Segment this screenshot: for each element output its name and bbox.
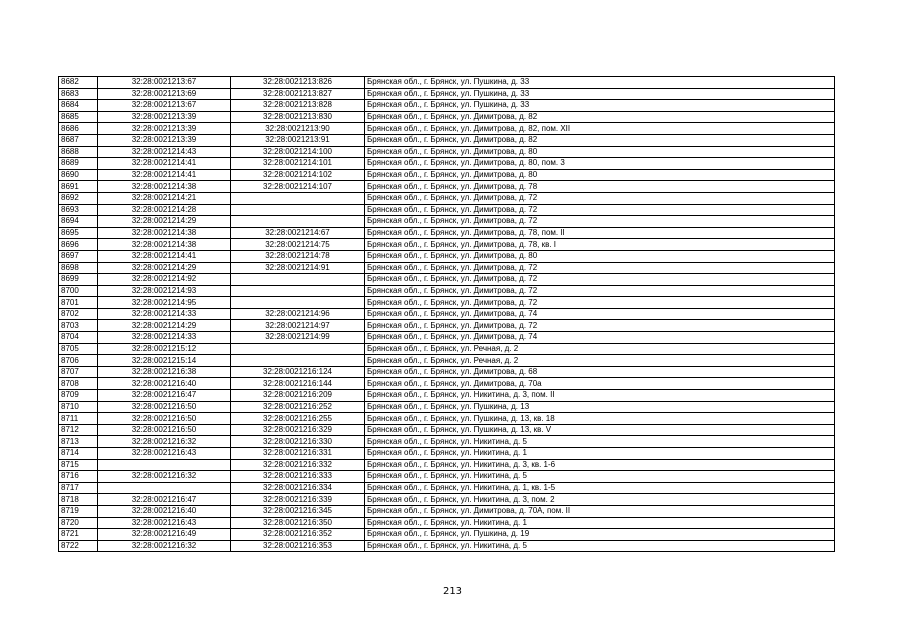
object-cadastral-number-cell: 32:28:0021216:331 <box>231 448 365 460</box>
object-cadastral-number-cell: 32:28:0021216:255 <box>231 413 365 425</box>
object-cadastral-number-cell: 32:28:0021216:124 <box>231 366 365 378</box>
address-cell: Брянская обл., г. Брянск, ул. Пушкина, д. 33 <box>365 100 835 112</box>
table-row <box>59 216 835 228</box>
address-cell: Брянская обл., г. Брянск, ул. Димитрова, д. 80, пом. 3 <box>365 158 835 170</box>
table-row <box>59 308 835 320</box>
address-cell: Брянская обл., г. Брянск, ул. Пушкина, д. 33 <box>365 77 835 89</box>
object-cadastral-number-cell: 32:28:0021216:332 <box>231 459 365 471</box>
address-cell: Брянская обл., г. Брянск, ул. Димитрова, д. 82 <box>365 134 835 146</box>
table-row <box>59 459 835 471</box>
table-row <box>59 378 835 390</box>
table-row <box>59 494 835 506</box>
row-number-cell: 8689 <box>59 158 98 170</box>
table-row <box>59 169 835 181</box>
quarter-cadastral-number-cell: 32:28:0021213:39 <box>98 134 231 146</box>
object-cadastral-number-cell <box>231 274 365 286</box>
table-row <box>59 390 835 402</box>
table-row <box>59 158 835 170</box>
address-cell: Брянская обл., г. Брянск, ул. Речная, д. 2 <box>365 343 835 355</box>
table-row <box>59 88 835 100</box>
row-number-cell: 8690 <box>59 169 98 181</box>
quarter-cadastral-number-cell: 32:28:0021216:49 <box>98 529 231 541</box>
row-number-cell: 8706 <box>59 355 98 367</box>
table-row <box>59 332 835 344</box>
address-cell: Брянская обл., г. Брянск, ул. Димитрова, д. 82 <box>365 111 835 123</box>
quarter-cadastral-number-cell: 32:28:0021214:29 <box>98 320 231 332</box>
table-row <box>59 239 835 251</box>
table-row <box>59 505 835 517</box>
row-number-cell: 8710 <box>59 401 98 413</box>
quarter-cadastral-number-cell: 32:28:0021216:32 <box>98 436 231 448</box>
table-row <box>59 355 835 367</box>
row-number-cell: 8707 <box>59 366 98 378</box>
quarter-cadastral-number-cell: 32:28:0021216:38 <box>98 366 231 378</box>
address-cell: Брянская обл., г. Брянск, ул. Никитина, д. 1, кв. 1-5 <box>365 482 835 494</box>
quarter-cadastral-number-cell: 32:28:0021214:33 <box>98 332 231 344</box>
quarter-cadastral-number-cell <box>98 482 231 494</box>
row-number-cell: 8721 <box>59 529 98 541</box>
address-cell: Брянская обл., г. Брянск, ул. Речная, д. 2 <box>365 355 835 367</box>
quarter-cadastral-number-cell: 32:28:0021214:38 <box>98 181 231 193</box>
object-cadastral-number-cell <box>231 355 365 367</box>
quarter-cadastral-number-cell: 32:28:0021214:28 <box>98 204 231 216</box>
row-number-cell: 8697 <box>59 250 98 262</box>
object-cadastral-number-cell: 32:28:0021214:75 <box>231 239 365 251</box>
table-row <box>59 146 835 158</box>
row-number-cell: 8704 <box>59 332 98 344</box>
row-number-cell: 8722 <box>59 540 98 552</box>
quarter-cadastral-number-cell: 32:28:0021216:43 <box>98 517 231 529</box>
object-cadastral-number-cell: 32:28:0021214:96 <box>231 308 365 320</box>
object-cadastral-number-cell: 32:28:0021214:67 <box>231 227 365 239</box>
address-cell: Брянская обл., г. Брянск, ул. Никитина, д. 5 <box>365 540 835 552</box>
quarter-cadastral-number-cell: 32:28:0021214:92 <box>98 274 231 286</box>
address-cell: Брянская обл., г. Брянск, ул. Никитина, д. 1 <box>365 517 835 529</box>
row-number-cell: 8708 <box>59 378 98 390</box>
row-number-cell: 8696 <box>59 239 98 251</box>
object-cadastral-number-cell <box>231 192 365 204</box>
row-number-cell: 8718 <box>59 494 98 506</box>
object-cadastral-number-cell: 32:28:0021213:826 <box>231 77 365 89</box>
object-cadastral-number-cell: 32:28:0021216:144 <box>231 378 365 390</box>
table-row <box>59 250 835 262</box>
address-cell: Брянская обл., г. Брянск, ул. Димитрова, д. 82, пом. XII <box>365 123 835 135</box>
address-cell: Брянская обл., г. Брянск, ул. Никитина, д. 1 <box>365 448 835 460</box>
quarter-cadastral-number-cell: 32:28:0021214:41 <box>98 250 231 262</box>
registry-table <box>58 76 835 552</box>
quarter-cadastral-number-cell: 32:28:0021214:33 <box>98 308 231 320</box>
page-number: 213 <box>442 586 463 597</box>
object-cadastral-number-cell <box>231 343 365 355</box>
row-number-cell: 8698 <box>59 262 98 274</box>
quarter-cadastral-number-cell: 32:28:0021216:32 <box>98 540 231 552</box>
table-row <box>59 517 835 529</box>
quarter-cadastral-number-cell: 32:28:0021216:40 <box>98 505 231 517</box>
quarter-cadastral-number-cell: 32:28:0021214:43 <box>98 146 231 158</box>
quarter-cadastral-number-cell: 32:28:0021214:41 <box>98 158 231 170</box>
row-number-cell: 8683 <box>59 88 98 100</box>
object-cadastral-number-cell: 32:28:0021214:78 <box>231 250 365 262</box>
address-cell: Брянская обл., г. Брянск, ул. Димитрова, д. 70а <box>365 378 835 390</box>
object-cadastral-number-cell <box>231 204 365 216</box>
table-row <box>59 123 835 135</box>
registry-table-body <box>59 77 835 552</box>
row-number-cell: 8713 <box>59 436 98 448</box>
address-cell: Брянская обл., г. Брянск, ул. Димитрова, д. 72 <box>365 216 835 228</box>
address-cell: Брянская обл., г. Брянск, ул. Пушкина, д. 13, кв. V <box>365 424 835 436</box>
quarter-cadastral-number-cell: 32:28:0021216:43 <box>98 448 231 460</box>
address-cell: Брянская обл., г. Брянск, ул. Димитрова, д. 78, кв. I <box>365 239 835 251</box>
row-number-cell: 8717 <box>59 482 98 494</box>
table-row <box>59 181 835 193</box>
row-number-cell: 8703 <box>59 320 98 332</box>
quarter-cadastral-number-cell: 32:28:0021214:93 <box>98 285 231 297</box>
table-row <box>59 274 835 286</box>
address-cell: Брянская обл., г. Брянск, ул. Димитрова, д. 68 <box>365 366 835 378</box>
table-row <box>59 77 835 89</box>
object-cadastral-number-cell: 32:28:0021214:91 <box>231 262 365 274</box>
table-row <box>59 471 835 483</box>
table-row <box>59 192 835 204</box>
object-cadastral-number-cell: 32:28:0021216:209 <box>231 390 365 402</box>
address-cell: Брянская обл., г. Брянск, ул. Димитрова, д. 72 <box>365 297 835 309</box>
address-cell: Брянская обл., г. Брянск, ул. Димитрова, д. 74 <box>365 308 835 320</box>
table-row <box>59 448 835 460</box>
table-row <box>59 436 835 448</box>
object-cadastral-number-cell: 32:28:0021213:827 <box>231 88 365 100</box>
address-cell: Брянская обл., г. Брянск, ул. Димитрова, д. 78 <box>365 181 835 193</box>
object-cadastral-number-cell <box>231 216 365 228</box>
quarter-cadastral-number-cell: 32:28:0021213:69 <box>98 88 231 100</box>
object-cadastral-number-cell: 32:28:0021216:339 <box>231 494 365 506</box>
object-cadastral-number-cell: 32:28:0021216:330 <box>231 436 365 448</box>
row-number-cell: 8684 <box>59 100 98 112</box>
address-cell: Брянская обл., г. Брянск, ул. Никитина, д. 5 <box>365 436 835 448</box>
quarter-cadastral-number-cell: 32:28:0021214:29 <box>98 262 231 274</box>
object-cadastral-number-cell: 32:28:0021213:90 <box>231 123 365 135</box>
object-cadastral-number-cell: 32:28:0021213:91 <box>231 134 365 146</box>
address-cell: Брянская обл., г. Брянск, ул. Димитрова, д. 72 <box>365 192 835 204</box>
table-row <box>59 343 835 355</box>
table-row <box>59 134 835 146</box>
object-cadastral-number-cell: 32:28:0021216:333 <box>231 471 365 483</box>
address-cell: Брянская обл., г. Брянск, ул. Никитина, д. 3, пом. 2 <box>365 494 835 506</box>
table-row <box>59 401 835 413</box>
object-cadastral-number-cell: 32:28:0021216:350 <box>231 517 365 529</box>
row-number-cell: 8719 <box>59 505 98 517</box>
row-number-cell: 8700 <box>59 285 98 297</box>
quarter-cadastral-number-cell: 32:28:0021216:50 <box>98 424 231 436</box>
address-cell: Брянская обл., г. Брянск, ул. Пушкина, д. 33 <box>365 88 835 100</box>
row-number-cell: 8701 <box>59 297 98 309</box>
address-cell: Брянская обл., г. Брянск, ул. Пушкина, д. 13 <box>365 401 835 413</box>
object-cadastral-number-cell: 32:28:0021216:329 <box>231 424 365 436</box>
quarter-cadastral-number-cell: 32:28:0021214:41 <box>98 169 231 181</box>
row-number-cell: 8693 <box>59 204 98 216</box>
row-number-cell: 8702 <box>59 308 98 320</box>
object-cadastral-number-cell: 32:28:0021214:102 <box>231 169 365 181</box>
row-number-cell: 8694 <box>59 216 98 228</box>
address-cell: Брянская обл., г. Брянск, ул. Никитина, д. 3, пом. II <box>365 390 835 402</box>
row-number-cell: 8685 <box>59 111 98 123</box>
address-cell: Брянская обл., г. Брянск, ул. Димитрова, д. 80 <box>365 250 835 262</box>
object-cadastral-number-cell: 32:28:0021213:828 <box>231 100 365 112</box>
row-number-cell: 8720 <box>59 517 98 529</box>
quarter-cadastral-number-cell: 32:28:0021215:12 <box>98 343 231 355</box>
quarter-cadastral-number-cell: 32:28:0021213:39 <box>98 123 231 135</box>
table-row <box>59 413 835 425</box>
row-number-cell: 8691 <box>59 181 98 193</box>
quarter-cadastral-number-cell: 32:28:0021213:67 <box>98 77 231 89</box>
row-number-cell: 8711 <box>59 413 98 425</box>
quarter-cadastral-number-cell <box>98 459 231 471</box>
row-number-cell: 8716 <box>59 471 98 483</box>
quarter-cadastral-number-cell: 32:28:0021216:47 <box>98 390 231 402</box>
table-row <box>59 540 835 552</box>
row-number-cell: 8709 <box>59 390 98 402</box>
address-cell: Брянская обл., г. Брянск, ул. Никитина, д. 5 <box>365 471 835 483</box>
row-number-cell: 8682 <box>59 77 98 89</box>
table-row <box>59 285 835 297</box>
address-cell: Брянская обл., г. Брянск, ул. Димитрова, д. 70А, пом. II <box>365 505 835 517</box>
quarter-cadastral-number-cell: 32:28:0021216:32 <box>98 471 231 483</box>
address-cell: Брянская обл., г. Брянск, ул. Димитрова, д. 72 <box>365 262 835 274</box>
row-number-cell: 8714 <box>59 448 98 460</box>
row-number-cell: 8692 <box>59 192 98 204</box>
row-number-cell: 8699 <box>59 274 98 286</box>
quarter-cadastral-number-cell: 32:28:0021214:38 <box>98 239 231 251</box>
quarter-cadastral-number-cell: 32:28:0021214:38 <box>98 227 231 239</box>
address-cell: Брянская обл., г. Брянск, ул. Димитрова, д. 80 <box>365 169 835 181</box>
object-cadastral-number-cell: 32:28:0021214:101 <box>231 158 365 170</box>
address-cell: Брянская обл., г. Брянск, ул. Пушкина, д. 13, кв. 18 <box>365 413 835 425</box>
table-row <box>59 529 835 541</box>
table-row <box>59 204 835 216</box>
quarter-cadastral-number-cell: 32:28:0021216:50 <box>98 401 231 413</box>
object-cadastral-number-cell: 32:28:0021214:99 <box>231 332 365 344</box>
table-row <box>59 100 835 112</box>
quarter-cadastral-number-cell: 32:28:0021214:95 <box>98 297 231 309</box>
address-cell: Брянская обл., г. Брянск, ул. Димитрова, д. 78, пом. II <box>365 227 835 239</box>
row-number-cell: 8712 <box>59 424 98 436</box>
object-cadastral-number-cell: 32:28:0021216:353 <box>231 540 365 552</box>
object-cadastral-number-cell: 32:28:0021213:830 <box>231 111 365 123</box>
address-cell: Брянская обл., г. Брянск, ул. Димитрова, д. 72 <box>365 285 835 297</box>
object-cadastral-number-cell: 32:28:0021216:334 <box>231 482 365 494</box>
address-cell: Брянская обл., г. Брянск, ул. Димитрова, д. 74 <box>365 332 835 344</box>
table-row <box>59 111 835 123</box>
table-row <box>59 227 835 239</box>
object-cadastral-number-cell: 32:28:0021214:100 <box>231 146 365 158</box>
quarter-cadastral-number-cell: 32:28:0021213:39 <box>98 111 231 123</box>
address-cell: Брянская обл., г. Брянск, ул. Пушкина, д. 19 <box>365 529 835 541</box>
quarter-cadastral-number-cell: 32:28:0021214:29 <box>98 216 231 228</box>
address-cell: Брянская обл., г. Брянск, ул. Димитрова, д. 72 <box>365 204 835 216</box>
object-cadastral-number-cell: 32:28:0021214:97 <box>231 320 365 332</box>
address-cell: Брянская обл., г. Брянск, ул. Димитрова, д. 72 <box>365 274 835 286</box>
row-number-cell: 8686 <box>59 123 98 135</box>
row-number-cell: 8687 <box>59 134 98 146</box>
address-cell: Брянская обл., г. Брянск, ул. Димитрова, д. 72 <box>365 320 835 332</box>
table-row <box>59 262 835 274</box>
address-cell: Брянская обл., г. Брянск, ул. Димитрова, д. 80 <box>365 146 835 158</box>
quarter-cadastral-number-cell: 32:28:0021213:67 <box>98 100 231 112</box>
table-row <box>59 424 835 436</box>
table-row <box>59 366 835 378</box>
object-cadastral-number-cell: 32:28:0021216:252 <box>231 401 365 413</box>
table-row <box>59 320 835 332</box>
object-cadastral-number-cell <box>231 285 365 297</box>
table-row <box>59 297 835 309</box>
object-cadastral-number-cell: 32:28:0021216:345 <box>231 505 365 517</box>
address-cell: Брянская обл., г. Брянск, ул. Никитина, д. 3, кв. 1-6 <box>365 459 835 471</box>
row-number-cell: 8688 <box>59 146 98 158</box>
row-number-cell: 8695 <box>59 227 98 239</box>
object-cadastral-number-cell: 32:28:0021216:352 <box>231 529 365 541</box>
object-cadastral-number-cell: 32:28:0021214:107 <box>231 181 365 193</box>
row-number-cell: 8715 <box>59 459 98 471</box>
quarter-cadastral-number-cell: 32:28:0021216:50 <box>98 413 231 425</box>
quarter-cadastral-number-cell: 32:28:0021214:21 <box>98 192 231 204</box>
quarter-cadastral-number-cell: 32:28:0021216:47 <box>98 494 231 506</box>
quarter-cadastral-number-cell: 32:28:0021215:14 <box>98 355 231 367</box>
quarter-cadastral-number-cell: 32:28:0021216:40 <box>98 378 231 390</box>
table-row <box>59 482 835 494</box>
object-cadastral-number-cell <box>231 297 365 309</box>
row-number-cell: 8705 <box>59 343 98 355</box>
